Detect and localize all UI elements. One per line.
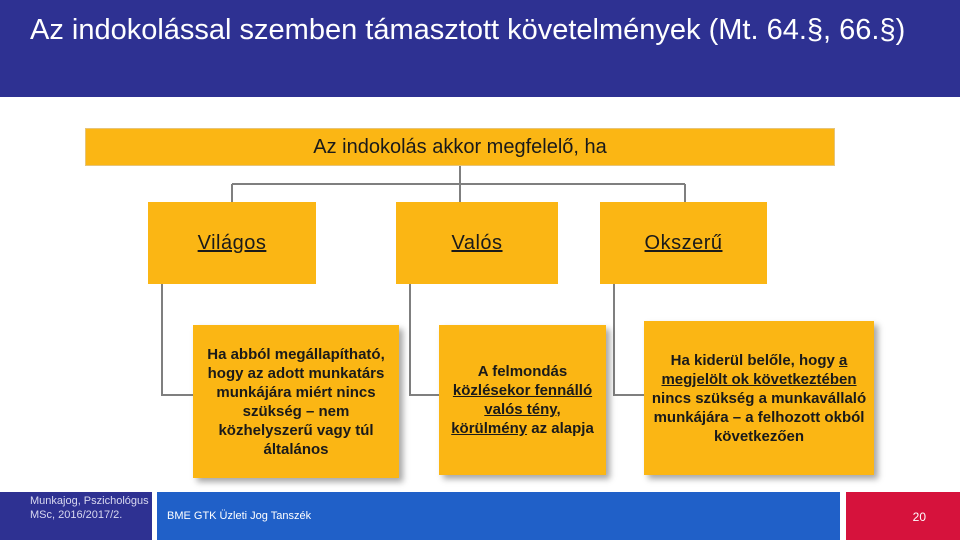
description-box-vilagos [193, 325, 399, 478]
description-text-okszeru: Ha kiderül belőle, hogy a megjelölt ok következtében nincs szükség a munkavállaló munkájára – a felhozott okból következően [651, 351, 867, 445]
column-box-valos: Valós [396, 202, 558, 284]
description-text-vilagos: Ha abból megállapítható, hogy az adott munkatárs munkájára miért nincs szükség – nem közhelyszerű vagy túl általános [207, 345, 385, 458]
footer-course-info: Munkajog, Pszichológus MSc, 2016/2017/2. [0, 492, 152, 540]
description-text-valos: A felmondás közlésekor fennálló valós tény, körülmény az alapja [451, 363, 594, 437]
column-box-vilagos: Világos [148, 202, 316, 284]
page-number: 20 [846, 492, 960, 540]
description-box-okszeru [644, 321, 874, 475]
description-box-valos [439, 325, 606, 475]
connector-elbow-valos [410, 284, 439, 395]
connector-elbow-vilagos [162, 284, 193, 395]
header-box: Az indokolás akkor megfelelő, ha [85, 128, 835, 166]
slide-title: Az indokolással szemben támasztott követelmények (Mt. 64.§, 66.§) [30, 14, 906, 46]
connector-elbow-okszeru [614, 284, 644, 395]
footer-department: BME GTK Üzleti Jog Tanszék [157, 492, 840, 540]
column-box-okszeru: Okszerű [600, 202, 767, 284]
